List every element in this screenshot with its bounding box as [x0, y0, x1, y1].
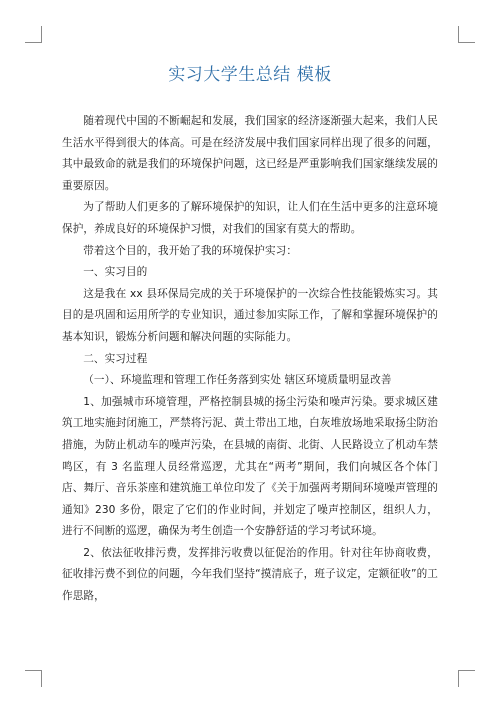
document-body: [62, 111, 438, 608]
paragraph: 带着这个目的，我开始了我的环境保护实习：: [83, 244, 298, 257]
paragraph: 为了帮助人们更多的了解环境保护的知识，让人们在生活中更多的注意环境保护，养成良好的环境保护习惯，对我们的国家有莫大的帮助。: [62, 201, 438, 235]
document-title: 实习大学生总结 模板: [168, 65, 332, 85]
crop-mark-top-right: [458, 26, 475, 43]
crop-mark-bottom-right: [458, 670, 475, 687]
paragraph: 随着现代中国的不断崛起和发展，我们国家的经济逐渐强大起来，我们人民生活水平得到很大的体高。可是在经济发展中我们国家同样出现了很多的问题，其中最致命的就是我们的环境保护问题，这已经是严重影响我们国家继续发展的重要原因。: [62, 115, 438, 192]
paragraph: 1、加强城市环境管理，严格控制县城的扬尘污染和噪声污染。要求城区建筑工地实施封闭施工，严禁将污泥、黄土带出工地，白灰堆放场地采取扬尘防治措施，为防止机动车的噪声污染，在县城的南街、北街、人民路设立了机动车禁鸣区，有 3 名监理人员经常巡逻，尤其在“两考”期间，我们向城区各个体门店、舞厅、音乐茶座和建筑施工单位印发了《关于加强两考期间环境噪声管理的通知》230 多份，限定了它们的作业时间，并划定了噪声控制区，组织人力，进行不间断的巡逻，确保为考生创造一个安静舒适的学习考试环境。: [62, 395, 438, 538]
section-heading: 二、实习过程: [83, 352, 148, 365]
section-heading: 一、实习目的: [83, 266, 148, 279]
crop-mark-top-left: [25, 26, 42, 43]
subsection-heading: （一）、环境监理和管理工作任务落到实处 辖区环境质量明显改善: [83, 374, 392, 387]
crop-mark-bottom-left: [25, 670, 42, 687]
paragraph: 2、依法征收排污费，发挥排污收费以征促治的作用。针对往年协商收费，征收排污费不到位的问题，今年我们坚持“摸清底子，班子议定，定额征收”的工作思路，: [62, 546, 438, 603]
paragraph: 这是我在 xx 县环保局完成的关于环境保护的一次综合性技能锻炼实习。其目的是巩固和运用所学的专业知识，通过参加实际工作，了解和掌握环境保护的基本知识，锻炼分析问题和解决问题的实际能力。: [62, 287, 438, 343]
